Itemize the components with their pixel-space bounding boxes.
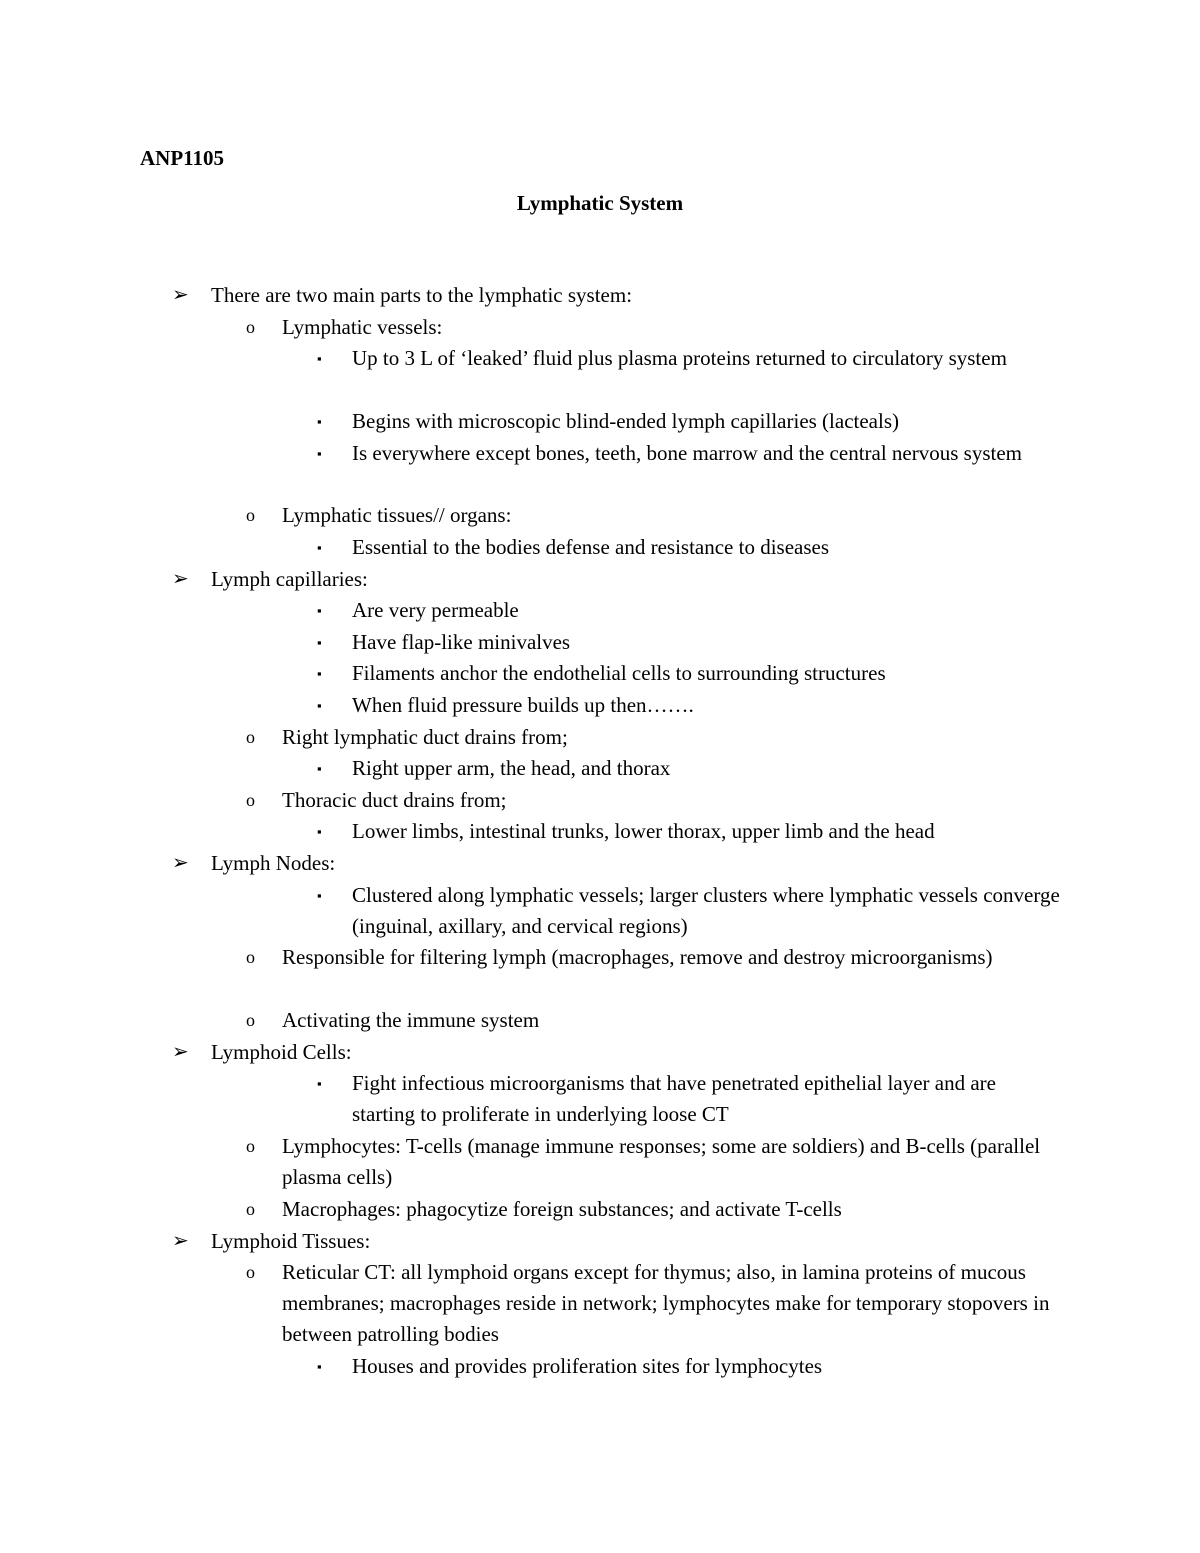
circle-bullet-icon: o xyxy=(246,316,255,337)
outline-item-text: Lymph capillaries: xyxy=(211,566,368,591)
circle-bullet-icon: o xyxy=(246,1262,255,1283)
outline-item-text: Up to 3 L of ‘leaked’ fluid plus plasma proteins returned to circulatory system xyxy=(352,346,1007,371)
course-code: ANP1105 xyxy=(140,146,224,170)
outline-item-text: Clustered along lymphatic vessels; larger clusters where lymphatic vessels converge (inguinal, axillary, and cervical regions) xyxy=(352,882,1060,938)
arrow-bullet-icon: ➢ xyxy=(172,1229,189,1252)
square-bullet-icon: ▪ xyxy=(317,634,322,650)
outline-item-text: Lower limbs, intestinal trunks, lower thorax, upper limb and the head xyxy=(352,819,935,844)
arrow-bullet-icon: ➢ xyxy=(172,852,189,874)
circle-bullet-icon: o xyxy=(246,726,255,747)
outline-item-text: Lymphoid Cells: xyxy=(211,1039,352,1064)
outline-item-text: Have flap-like minivalves xyxy=(352,629,571,654)
square-bullet-icon: ▪ xyxy=(317,414,322,429)
square-bullet-icon: ▪ xyxy=(317,1076,322,1092)
square-bullet-icon: ▪ xyxy=(317,540,322,555)
square-bullet-icon: ▪ xyxy=(317,351,322,367)
circle-bullet-icon: o xyxy=(246,1136,255,1157)
square-bullet-icon: ▪ xyxy=(317,824,322,840)
square-bullet-icon: ▪ xyxy=(317,445,322,461)
circle-bullet-icon: o xyxy=(246,947,255,968)
outline-item-text: Responsible for filtering lymph (macrophages, remove and destroy microorganisms) xyxy=(282,945,993,970)
arrow-bullet-icon: ➢ xyxy=(172,284,189,306)
outline-item-text: Begins with microscopic blind-ended lymph capillaries (lacteals) xyxy=(352,409,900,433)
outline-item-text: There are two main parts to the lymphatic system: xyxy=(211,283,633,307)
outline-item-text: Houses and provides proliferation sites for lymphocytes xyxy=(352,1354,823,1379)
outline-item-text: Fight infectious microorganisms that have penetrated epithelial layer and are starting to proliferate in underlying loose CT xyxy=(352,1071,996,1127)
outline-item-text: Lymphatic vessels: xyxy=(282,314,443,339)
outline-item-text: Lymphoid Tissues: xyxy=(211,1228,371,1253)
outline-item-text: Macrophages: phagocytize foreign substances; and activate T-cells xyxy=(282,1197,842,1221)
outline-item-text: When fluid pressure builds up then……. xyxy=(352,693,694,717)
square-bullet-icon: ▪ xyxy=(317,887,322,903)
arrow-bullet-icon: ➢ xyxy=(172,1040,189,1063)
outline-item-text: Thoracic duct drains from; xyxy=(282,787,507,812)
document-title: Lymphatic System xyxy=(516,191,684,215)
square-bullet-icon: ▪ xyxy=(317,761,322,777)
outline-item-text: Filaments anchor the endothelial cells to surrounding structures xyxy=(352,661,886,686)
square-bullet-icon: ▪ xyxy=(317,603,322,619)
arrow-bullet-icon: ➢ xyxy=(172,567,189,590)
outline-item-text: Right lymphatic duct drains from; xyxy=(282,724,568,749)
outline-item-text: Reticular CT: all lymphoid organs except for thymus; also, in lamina proteins of mucous membranes; macrophages reside in network; lymphocytes make for temporary stopovers in between patrolling bodies xyxy=(282,1260,1050,1347)
square-bullet-icon: ▪ xyxy=(317,1359,322,1375)
outline-item-text: Lymph Nodes: xyxy=(211,851,336,875)
outline-item-text: Lymphatic tissues// organs: xyxy=(282,503,512,528)
square-bullet-icon: ▪ xyxy=(317,666,322,682)
circle-bullet-icon: o xyxy=(246,789,255,810)
outline-item-text: Is everywhere except bones, teeth, bone marrow and the central nervous system xyxy=(352,440,1023,465)
square-bullet-icon: ▪ xyxy=(317,698,322,713)
outline-item-text: Activating the immune system xyxy=(282,1008,540,1033)
circle-bullet-icon: o xyxy=(246,1010,255,1031)
outline-item-text: Lymphocytes: T-cells (manage immune responses; some are soldiers) and B-cells (parallel plasma cells) xyxy=(282,1134,1041,1190)
outline-item-text: Are very permeable xyxy=(352,598,519,623)
outline-item-text: Essential to the bodies defense and resistance to diseases xyxy=(352,535,830,559)
outline-item-text: Right upper arm, the head, and thorax xyxy=(352,756,671,781)
circle-bullet-icon: o xyxy=(246,1199,255,1219)
circle-bullet-icon: o xyxy=(246,505,255,526)
